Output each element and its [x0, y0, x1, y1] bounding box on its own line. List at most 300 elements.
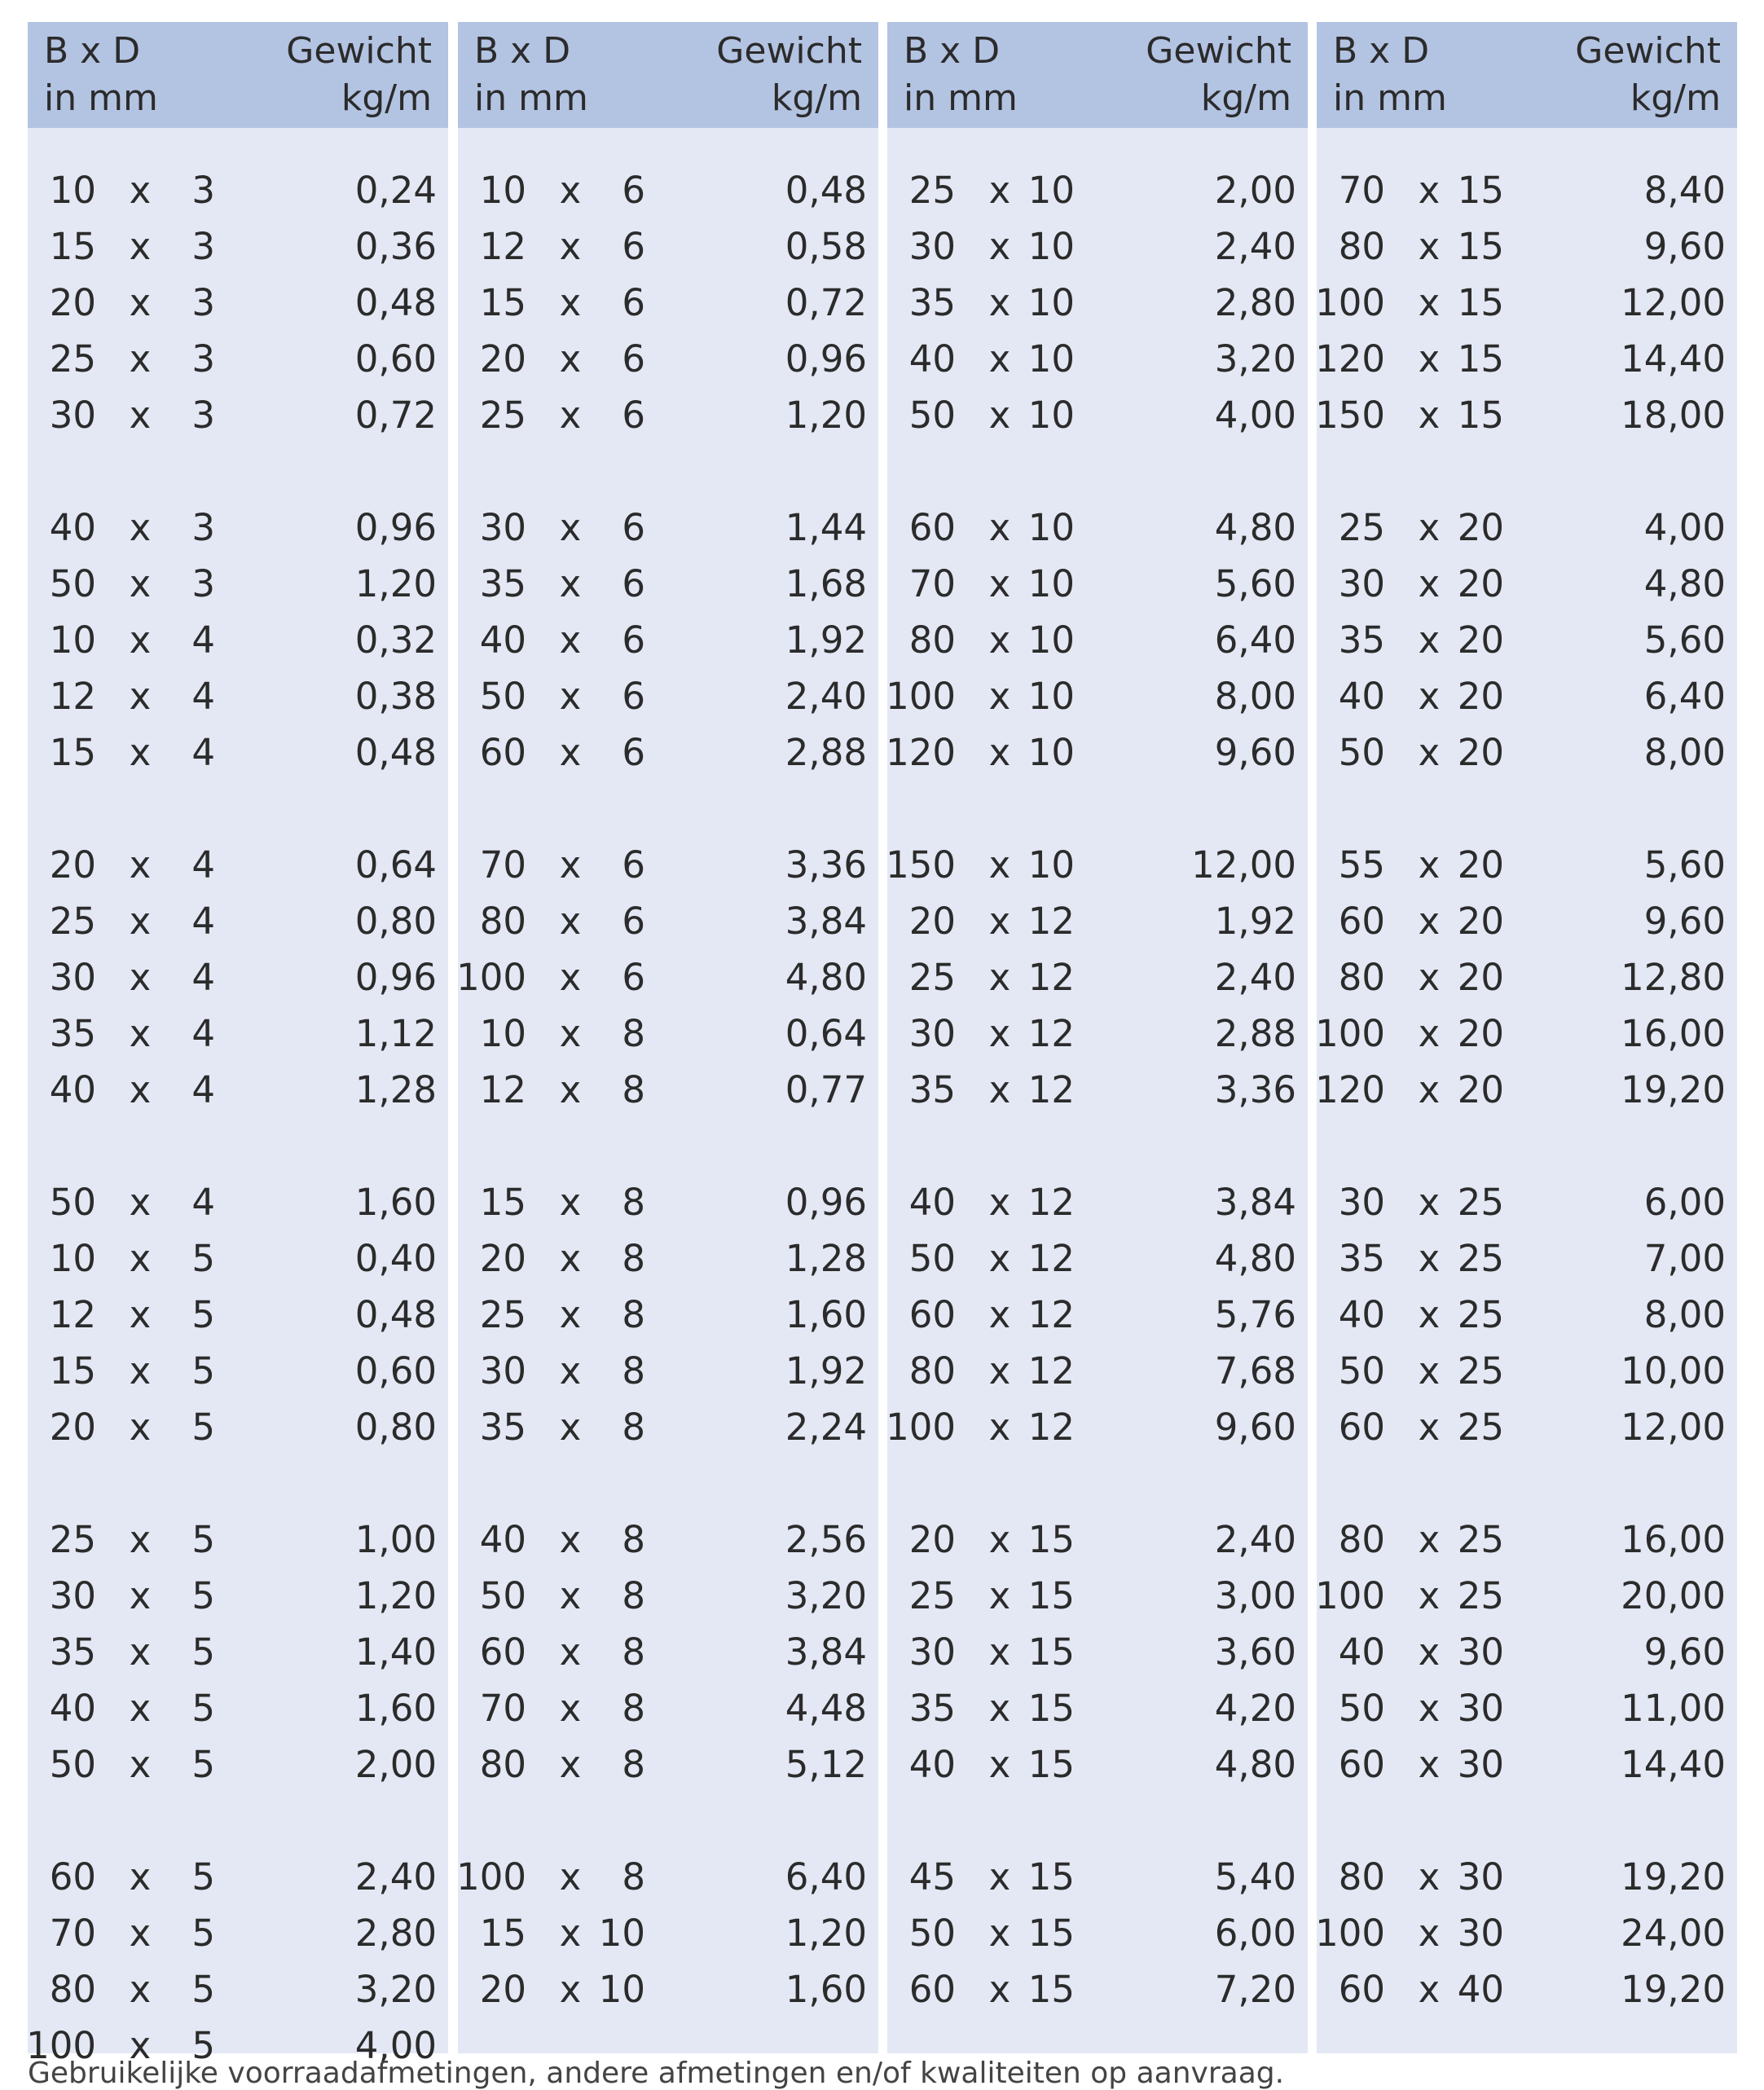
times-sign: x: [559, 169, 582, 212]
times-sign: x: [559, 562, 582, 605]
table-row: [28, 275, 448, 331]
table-row: [887, 837, 1308, 893]
times-sign: x: [129, 1181, 152, 1224]
thickness-value: 15: [1027, 1574, 1075, 1617]
table-row: [28, 218, 448, 275]
thickness-value: 30: [1457, 1743, 1504, 1786]
table-row: [1317, 1961, 1737, 2017]
table-row: [28, 949, 448, 1005]
thickness-value: 8: [622, 1237, 645, 1280]
weight-value: 2,56: [785, 1518, 867, 1561]
times-sign: x: [559, 1630, 582, 1674]
header-bxd: B x D: [1333, 30, 1430, 72]
width-value: 60: [908, 1968, 956, 2011]
times-sign: x: [559, 1293, 582, 1336]
table-row: [458, 1624, 878, 1680]
times-sign: x: [988, 618, 1011, 662]
table-row: [458, 1343, 878, 1399]
weight-value: 1,20: [354, 1574, 437, 1617]
table-row: [887, 1287, 1308, 1343]
weight-value: 19,20: [1621, 1968, 1726, 2011]
width-value: 30: [479, 1349, 526, 1393]
width-value: 25: [908, 1574, 956, 1617]
thickness-value: 25: [1457, 1406, 1504, 1449]
times-sign: x: [559, 281, 582, 324]
width-value: 40: [479, 1518, 526, 1561]
times-sign: x: [1418, 394, 1441, 437]
header-bxd: B x D: [474, 30, 571, 72]
thickness-value: 12: [1027, 900, 1075, 943]
table-column-3: [887, 22, 1308, 2053]
thickness-value: 5: [191, 1687, 215, 1730]
times-sign: x: [129, 1743, 152, 1786]
thickness-value: 10: [1027, 562, 1075, 605]
thickness-value: 4: [191, 731, 215, 774]
weight-value: 1,92: [785, 618, 867, 662]
weight-value: 20,00: [1621, 1574, 1726, 1617]
times-sign: x: [1418, 1181, 1441, 1224]
table-row: [887, 949, 1308, 1005]
times-sign: x: [129, 394, 152, 437]
table-row: [458, 1511, 878, 1568]
thickness-value: 40: [1457, 1968, 1504, 2011]
table-row: [1317, 1174, 1737, 1230]
times-sign: x: [1418, 900, 1441, 943]
times-sign: x: [559, 1912, 582, 1955]
table-row: [28, 1736, 448, 1793]
width-value: 70: [49, 1912, 96, 1955]
times-sign: x: [559, 1349, 582, 1393]
table-row: [887, 1624, 1308, 1680]
thickness-value: 20: [1457, 562, 1504, 605]
thickness-value: 6: [622, 281, 645, 324]
table-row: [1317, 1849, 1737, 1905]
times-sign: x: [1418, 1630, 1441, 1674]
width-value: 55: [1338, 843, 1385, 887]
weight-value: 2,40: [1214, 956, 1296, 999]
width-value: 10: [49, 1237, 96, 1280]
thickness-value: 20: [1457, 731, 1504, 774]
weight-value: 6,40: [1643, 675, 1726, 718]
times-sign: x: [559, 506, 582, 549]
weight-value: 0,96: [354, 956, 437, 999]
table-row: [28, 1624, 448, 1680]
width-value: 50: [908, 1237, 956, 1280]
thickness-value: 15: [1027, 1912, 1075, 1955]
table-row: [1317, 1343, 1737, 1399]
width-value: 100: [26, 2024, 96, 2067]
width-value: 60: [49, 1855, 96, 1899]
table-row: [1317, 331, 1737, 387]
width-value: 80: [1338, 1855, 1385, 1899]
header-kg-m: kg/m: [1200, 77, 1291, 119]
weight-value: 24,00: [1621, 1912, 1726, 1955]
thickness-value: 8: [622, 1743, 645, 1786]
weight-value: 5,60: [1643, 618, 1726, 662]
width-value: 12: [479, 225, 526, 268]
weight-value: 4,20: [1214, 1687, 1296, 1730]
table-row: [1317, 724, 1737, 781]
table-row: [887, 162, 1308, 218]
width-value: 20: [49, 1406, 96, 1449]
thickness-value: 6: [622, 843, 645, 887]
times-sign: x: [1418, 1349, 1441, 1393]
width-value: 30: [479, 506, 526, 549]
times-sign: x: [1418, 506, 1441, 549]
times-sign: x: [129, 675, 152, 718]
thickness-value: 5: [191, 1406, 215, 1449]
weight-value: 8,00: [1214, 675, 1296, 718]
thickness-value: 5: [191, 1518, 215, 1561]
width-value: 60: [908, 506, 956, 549]
times-sign: x: [1418, 1237, 1441, 1280]
thickness-value: 10: [1027, 337, 1075, 381]
width-value: 15: [49, 731, 96, 774]
width-value: 80: [908, 618, 956, 662]
thickness-value: 20: [1457, 675, 1504, 718]
width-value: 15: [479, 1181, 526, 1224]
times-sign: x: [988, 1855, 1011, 1899]
table-row: [1317, 1511, 1737, 1568]
times-sign: x: [129, 225, 152, 268]
thickness-value: 8: [622, 1068, 645, 1111]
times-sign: x: [988, 394, 1011, 437]
thickness-value: 6: [622, 675, 645, 718]
times-sign: x: [1418, 1518, 1441, 1561]
column-header: [1317, 22, 1737, 128]
table-row: [28, 162, 448, 218]
weight-value: 12,00: [1621, 1406, 1726, 1449]
width-value: 80: [479, 1743, 526, 1786]
width-value: 100: [886, 675, 956, 718]
header-dimensions: [44, 28, 158, 122]
table-row: [1317, 1230, 1737, 1287]
table-row: [887, 1230, 1308, 1287]
thickness-value: 5: [191, 1293, 215, 1336]
weight-value: 0,60: [354, 1349, 437, 1393]
table-row: [28, 724, 448, 781]
weight-value: 16,00: [1621, 1012, 1726, 1055]
weight-value: 19,20: [1621, 1068, 1726, 1111]
header-dimensions: [474, 28, 588, 122]
weight-value: 4,80: [785, 956, 867, 999]
column-header: [28, 22, 448, 128]
weight-value: 3,84: [785, 900, 867, 943]
times-sign: x: [129, 731, 152, 774]
weight-value: 7,00: [1643, 1237, 1726, 1280]
thickness-value: 6: [622, 506, 645, 549]
width-value: 50: [908, 394, 956, 437]
times-sign: x: [1418, 1687, 1441, 1730]
table-row: [1317, 612, 1737, 668]
header-in-mm: in mm: [44, 77, 158, 119]
thickness-value: 4: [191, 956, 215, 999]
thickness-value: 20: [1457, 1012, 1504, 1055]
thickness-value: 5: [191, 1349, 215, 1393]
table-row: [887, 1905, 1308, 1961]
width-value: 25: [49, 337, 96, 381]
thickness-value: 10: [598, 1912, 645, 1955]
width-value: 35: [908, 1068, 956, 1111]
width-value: 10: [479, 169, 526, 212]
thickness-value: 8: [622, 1630, 645, 1674]
thickness-value: 15: [1457, 225, 1504, 268]
header-kg-m: kg/m: [341, 77, 432, 119]
times-sign: x: [988, 1012, 1011, 1055]
table-row: [28, 837, 448, 893]
width-value: 40: [908, 337, 956, 381]
table-row: [458, 162, 878, 218]
thickness-value: 5: [191, 1630, 215, 1674]
times-sign: x: [988, 281, 1011, 324]
times-sign: x: [129, 1237, 152, 1280]
times-sign: x: [129, 1912, 152, 1955]
times-sign: x: [559, 618, 582, 662]
table-row: [458, 893, 878, 949]
table-row: [28, 387, 448, 443]
weight-value: 11,00: [1621, 1687, 1726, 1730]
thickness-value: 6: [622, 562, 645, 605]
times-sign: x: [988, 337, 1011, 381]
weight-value: 4,80: [1214, 1743, 1296, 1786]
times-sign: x: [129, 1293, 152, 1336]
width-value: 45: [908, 1855, 956, 1899]
times-sign: x: [129, 1574, 152, 1617]
table-row: [458, 949, 878, 1005]
weight-value: 0,96: [354, 506, 437, 549]
thickness-value: 12: [1027, 1349, 1075, 1393]
times-sign: x: [129, 506, 152, 549]
times-sign: x: [129, 1068, 152, 1111]
thickness-value: 15: [1027, 1687, 1075, 1730]
times-sign: x: [1418, 618, 1441, 662]
width-value: 12: [49, 675, 96, 718]
width-value: 50: [1338, 1687, 1385, 1730]
thickness-value: 6: [622, 900, 645, 943]
weight-value: 3,36: [1214, 1068, 1296, 1111]
times-sign: x: [1418, 169, 1441, 212]
weight-value: 3,20: [785, 1574, 867, 1617]
width-value: 40: [908, 1181, 956, 1224]
times-sign: x: [559, 956, 582, 999]
width-value: 35: [479, 1406, 526, 1449]
table-row: [1317, 1005, 1737, 1062]
table-row: [28, 1905, 448, 1961]
weight-value: 2,24: [785, 1406, 867, 1449]
table-row: [28, 1174, 448, 1230]
width-value: 40: [49, 1687, 96, 1730]
weight-value: 4,00: [1214, 394, 1296, 437]
width-value: 25: [479, 1293, 526, 1336]
header-gewicht: Gewicht: [1575, 30, 1721, 72]
width-value: 15: [49, 1349, 96, 1393]
thickness-value: 6: [622, 731, 645, 774]
width-value: 20: [479, 1237, 526, 1280]
thickness-value: 10: [1027, 225, 1075, 268]
thickness-value: 3: [191, 281, 215, 324]
width-value: 100: [1315, 1912, 1385, 1955]
width-value: 20: [479, 1968, 526, 2011]
weight-value: 5,60: [1214, 562, 1296, 605]
table-row: [887, 556, 1308, 612]
table-row: [887, 1680, 1308, 1736]
times-sign: x: [1418, 562, 1441, 605]
table-row: [458, 387, 878, 443]
times-sign: x: [988, 956, 1011, 999]
times-sign: x: [1418, 731, 1441, 774]
width-value: 120: [886, 731, 956, 774]
width-value: 40: [1338, 1293, 1385, 1336]
width-value: 40: [1338, 1630, 1385, 1674]
weight-value: 3,36: [785, 843, 867, 887]
weight-value: 4,48: [785, 1687, 867, 1730]
times-sign: x: [1418, 843, 1441, 887]
thickness-value: 12: [1027, 1068, 1075, 1111]
width-value: 100: [1315, 281, 1385, 324]
footnote: Gebruikelijke voorraadafmetingen, andere afmetingen en/of kwaliteiten op aanvraag.: [28, 2057, 1285, 2090]
width-value: 30: [49, 1574, 96, 1617]
thickness-value: 4: [191, 1068, 215, 1111]
table-row: [1317, 1568, 1737, 1624]
weight-value: 2,40: [1214, 225, 1296, 268]
width-value: 40: [49, 1068, 96, 1111]
width-value: 60: [1338, 1406, 1385, 1449]
times-sign: x: [988, 506, 1011, 549]
weight-value: 7,68: [1214, 1349, 1296, 1393]
times-sign: x: [559, 1012, 582, 1055]
width-value: 150: [886, 843, 956, 887]
table-row: [458, 556, 878, 612]
table-row: [887, 1343, 1308, 1399]
header-gewicht: Gewicht: [1146, 30, 1291, 72]
weight-value: 1,28: [785, 1237, 867, 1280]
times-sign: x: [988, 1968, 1011, 2011]
width-value: 120: [1315, 337, 1385, 381]
table-row: [1317, 668, 1737, 724]
times-sign: x: [1418, 1968, 1441, 2011]
times-sign: x: [1418, 1574, 1441, 1617]
thickness-value: 10: [1027, 394, 1075, 437]
times-sign: x: [559, 1518, 582, 1561]
header-kg-m: kg/m: [1630, 77, 1721, 119]
weight-value: 1,68: [785, 562, 867, 605]
table-row: [887, 1005, 1308, 1062]
table-row: [28, 1343, 448, 1399]
width-value: 60: [479, 1630, 526, 1674]
times-sign: x: [129, 2024, 152, 2067]
width-value: 120: [1315, 1068, 1385, 1111]
width-value: 25: [908, 956, 956, 999]
thickness-value: 3: [191, 562, 215, 605]
table-row: [1317, 1399, 1737, 1455]
thickness-value: 20: [1457, 843, 1504, 887]
table-row: [28, 331, 448, 387]
table-row: [1317, 1062, 1737, 1118]
table-row: [887, 499, 1308, 556]
table-row: [28, 1287, 448, 1343]
thickness-value: 12: [1027, 1293, 1075, 1336]
times-sign: x: [129, 1406, 152, 1449]
width-value: 15: [479, 281, 526, 324]
weight-value: 0,60: [354, 337, 437, 381]
table-row: [458, 724, 878, 781]
times-sign: x: [129, 1687, 152, 1730]
table-row: [1317, 1680, 1737, 1736]
width-value: 50: [1338, 731, 1385, 774]
table-row: [28, 668, 448, 724]
width-value: 70: [908, 562, 956, 605]
thickness-value: 6: [622, 618, 645, 662]
table-row: [458, 1568, 878, 1624]
width-value: 150: [1315, 394, 1385, 437]
times-sign: x: [129, 562, 152, 605]
times-sign: x: [1418, 1012, 1441, 1055]
header-in-mm: in mm: [1333, 77, 1447, 119]
times-sign: x: [988, 731, 1011, 774]
weight-value: 2,88: [1214, 1012, 1296, 1055]
header-gewicht: Gewicht: [716, 30, 862, 72]
weight-value: 0,58: [785, 225, 867, 268]
weight-value: 1,60: [354, 1687, 437, 1730]
weight-value: 8,00: [1643, 731, 1726, 774]
times-sign: x: [129, 1855, 152, 1899]
weight-value: 9,60: [1214, 1406, 1296, 1449]
weight-value: 8,00: [1643, 1293, 1726, 1336]
width-value: 10: [49, 169, 96, 212]
width-value: 15: [49, 225, 96, 268]
thickness-value: 20: [1457, 956, 1504, 999]
times-sign: x: [559, 1181, 582, 1224]
table-row: [458, 1230, 878, 1287]
times-sign: x: [129, 843, 152, 887]
width-value: 25: [49, 900, 96, 943]
weight-value: 0,48: [354, 281, 437, 324]
table-row: [1317, 1624, 1737, 1680]
width-value: 25: [1338, 506, 1385, 549]
thickness-value: 30: [1457, 1687, 1504, 1730]
times-sign: x: [988, 1687, 1011, 1730]
width-value: 50: [49, 1181, 96, 1224]
weight-value: 1,40: [354, 1630, 437, 1674]
times-sign: x: [129, 1012, 152, 1055]
width-value: 30: [908, 1630, 956, 1674]
weight-value: 0,96: [785, 1181, 867, 1224]
table-row: [458, 1849, 878, 1905]
thickness-value: 4: [191, 843, 215, 887]
times-sign: x: [129, 337, 152, 381]
thickness-value: 8: [622, 1293, 645, 1336]
thickness-value: 10: [1027, 731, 1075, 774]
times-sign: x: [559, 394, 582, 437]
table-row: [458, 1287, 878, 1343]
table-row: [458, 1005, 878, 1062]
weight-value: 14,40: [1621, 1743, 1726, 1786]
times-sign: x: [988, 675, 1011, 718]
weight-value: 0,72: [785, 281, 867, 324]
weight-value: 0,24: [354, 169, 437, 212]
weight-value: 4,00: [1643, 506, 1726, 549]
table-row: [458, 1961, 878, 2017]
times-sign: x: [1418, 1406, 1441, 1449]
weight-value: 0,80: [354, 1406, 437, 1449]
weight-value: 0,36: [354, 225, 437, 268]
weight-value: 1,20: [354, 562, 437, 605]
weight-value: 0,80: [354, 900, 437, 943]
width-value: 80: [908, 1349, 956, 1393]
thickness-value: 15: [1027, 1518, 1075, 1561]
times-sign: x: [559, 1406, 582, 1449]
weight-value: 2,80: [1214, 281, 1296, 324]
